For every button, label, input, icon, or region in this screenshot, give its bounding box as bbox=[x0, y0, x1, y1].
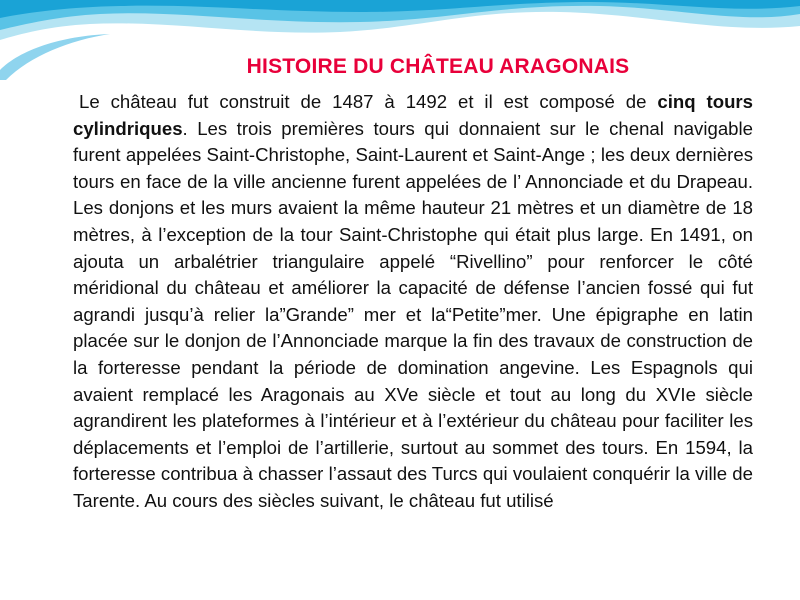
paragraph-rest: . Les trois premières tours qui donnaient sur le chenal navigable furent appelées Saint-Christophe, Saint-Laurent et Saint-Ange ; les deux dernières tours en face de la ville ancienne furent appelées de l’ Annonciade et du Drapeau. Les donjons et les murs avaient la même hauteur 21 mètres et un diamètre de 18 mètres, à l’exception de la tour Saint-Christophe qui était plus large. En 1491, on ajouta un arbalétrier triangulaire appelé “Rivellino” pour renforcer le côté méridional du château et améliorer la capacité de défense l’ancien fossé qui fut agrandi jusqu’à relier la”Grande” mer et la“Petite”mer. Une épigraphe en latin placée sur le donjon de l’Annonciade marque la fin des travaux de construction de la forteresse pendant la période de domination angevine. Les Espagnols qui avaient remplacé les Aragonais au XVe siècle et tout au long du XVIe siècle agrandirent les plateformes à l’intérieur et à l’extérieur du château pour faciliter les déplacements et l’emploi de l’artillerie, surtout au sommet des tours. En 1594, la forteresse contribua à chasser l’assaut des Turcs qui voulaient conquérir la ville de Tarente. Au cours des siècles suivant, le château fut utilisé bbox=[73, 117, 753, 511]
slide-title: HISTOIRE DU CHÂTEAU ARAGONAIS bbox=[246, 55, 630, 78]
body-paragraph bbox=[73, 89, 753, 515]
paragraph-emphasis: cinq tours cylindriques bbox=[73, 91, 753, 139]
paragraph-intro: Le château fut construit de 1487 à 1492 et il est composé de bbox=[79, 91, 658, 112]
